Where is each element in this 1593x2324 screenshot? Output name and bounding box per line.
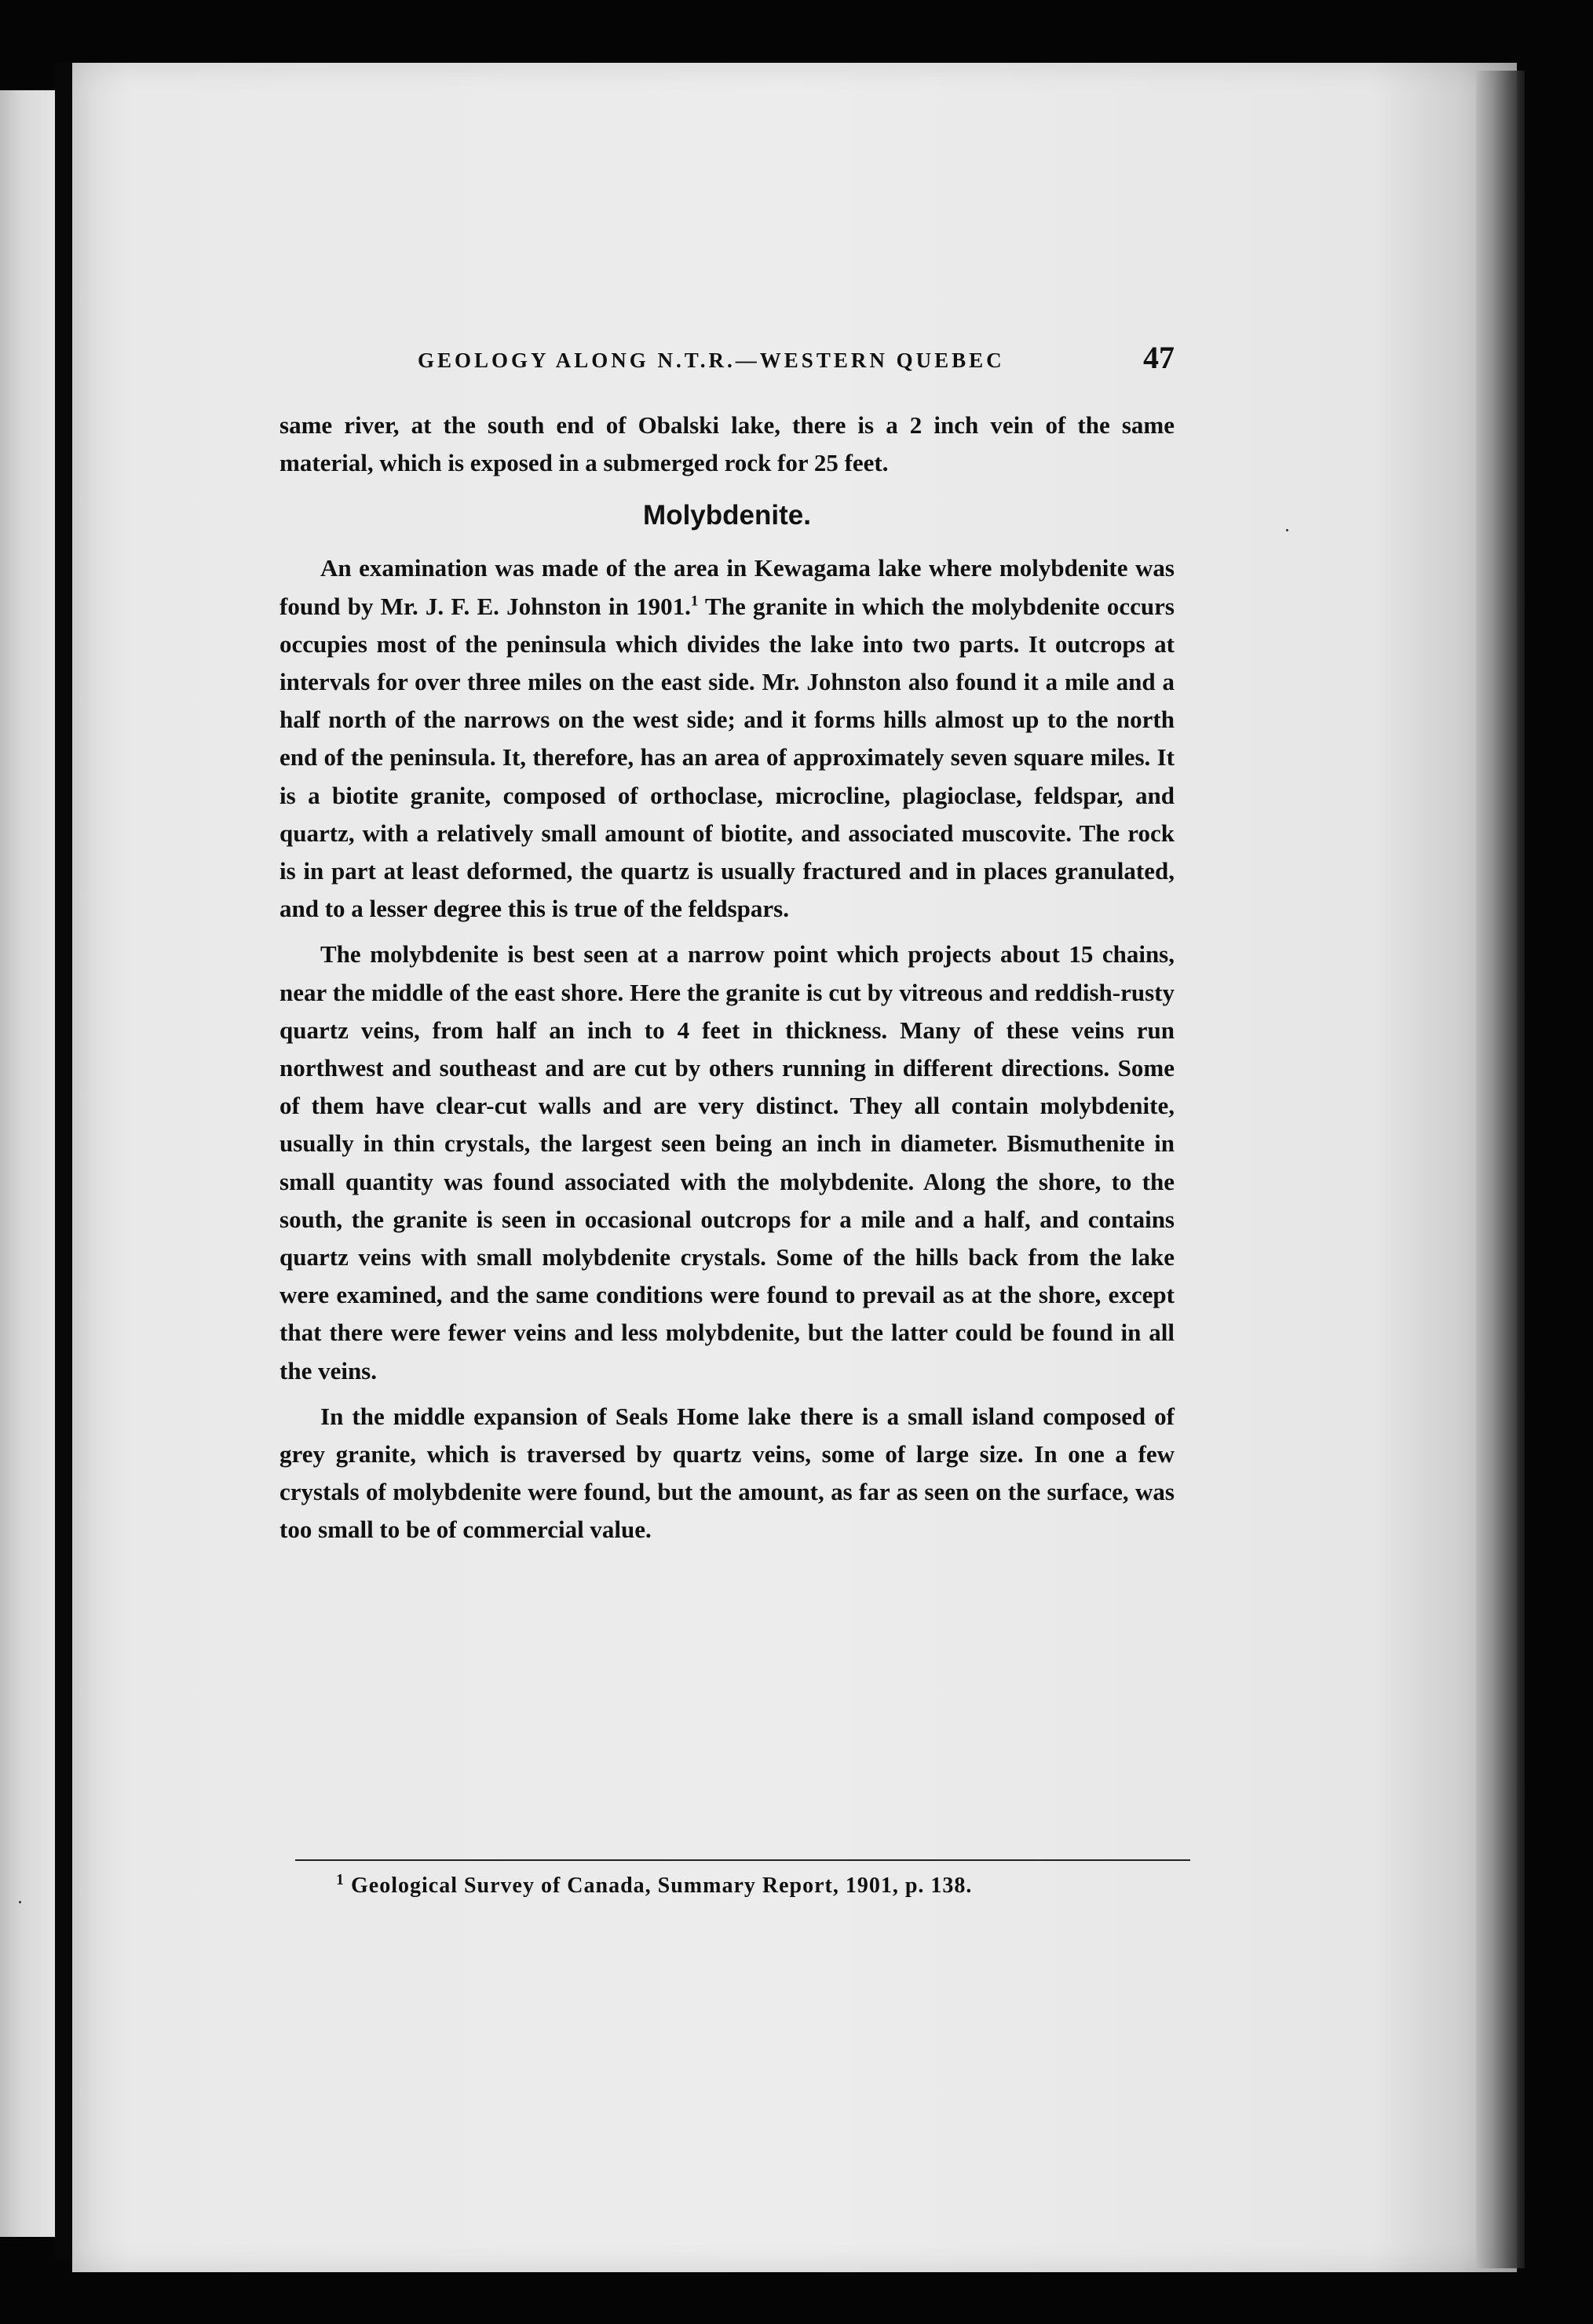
footnote-marker: 1 <box>336 1871 345 1888</box>
page-number: 47 <box>1143 340 1175 375</box>
paragraph-kewagama-text: An examination was made of the area in Kewagama lake where molybdenite was found by Mr. J. F. E. Johnston in 1901. <box>280 554 1175 620</box>
footnote-text: Geological Survey of Canada, Summary Report, 1901, p. 138. <box>351 1873 973 1898</box>
page-right-edge-shadow <box>1476 71 1525 2268</box>
paragraph-east-shore: The molybdenite is best seen at a narrow point which projects about 15 chains, near the middle of the east shore. Here the granite is cut by vitreous and reddish-rusty quartz veins, from half an inch to 4 feet in thickness. Many of these veins run northwest and southeast and are cut by others running in different directions. Some of them have clear-cut walls and are very distinct. They all contain molybdenite, usually in thin crystals, the largest seen being an inch in diameter. Bismuthenite in small quantity was found associated with the molybdenite. Along the shore, to the south, the granite is seen in occasional outcrops for a mile and a half, and contains quartz veins with small molybdenite crystals. Some of the hills back from the lake were examined, and the same conditions were found to prevail as at the shore, except that there were fewer veins and less molybdenite, but the latter could be found in all the veins. <box>280 940 1175 1385</box>
footnote-reference: 1 <box>690 593 699 610</box>
running-title: GEOLOGY ALONG N.T.R.—WESTERN QUEBEC <box>418 348 1005 372</box>
paragraph-kewagama-rest: The granite in which the molybdenite occurs occupies most of the peninsula which divides the lake into two parts. It outcrops at intervals for over three miles on the east side. Mr. Johnston also found it a mile and a half north of the narrows on the west side; and it forms hills almost up to the north end of the peninsula. It, therefore, has an area of approximately seven square miles. It is a biotite granite, composed of orthoclase, microcline, plagioclase, feldspar, and quartz, with a relatively small amount of biotite, and associated muscovite. The rock is in part at least deformed, the quartz is usually fractured and in places granulated, and to a lesser degree this is true of the feldspars. <box>280 592 1175 923</box>
facing-page-edge <box>0 90 55 2237</box>
scan-speck <box>19 1901 21 1903</box>
footnote-divider <box>295 1859 1190 1861</box>
page-gutter <box>55 63 72 2260</box>
paragraph-seals-home: In the middle expansion of Seals Home lake there is a small island composed of grey granite, which is traversed by quartz veins, some of large size. In one a few crystals of molybdenite were found, but the amount, as far as seen on the surface, was too small to be of commercial value. <box>280 1402 1175 1544</box>
scan-speck <box>1286 529 1288 531</box>
footnote <box>336 1871 1200 1899</box>
paragraph-kewagama <box>280 549 1175 928</box>
page-body <box>280 407 1175 1549</box>
section-heading: Molybdenite. <box>643 500 811 531</box>
running-header <box>280 342 1175 381</box>
paragraph-continuation: same river, at the south end of Obalski lake, there is a 2 inch vein of the same material, which is exposed in a submerged rock for 25 feet. <box>280 411 1175 477</box>
